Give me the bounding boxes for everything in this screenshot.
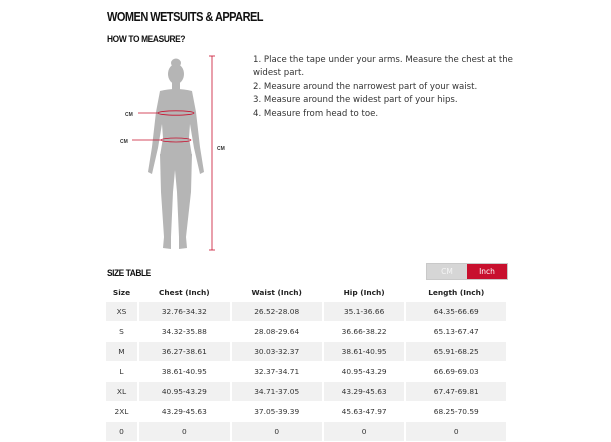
inch-toggle-button[interactable]: Inch — [467, 264, 507, 279]
instruction-chest: 1. Place the tape under your arms. Measure the chest at the widest part. — [253, 55, 513, 79]
cell-size: S — [106, 322, 138, 342]
size-table-heading: SIZE TABLE — [107, 268, 151, 279]
cell-size: L — [106, 362, 138, 382]
cell-hip: 45.63-47.97 — [323, 402, 406, 422]
table-row — [106, 362, 506, 382]
unit-toggle — [426, 263, 508, 280]
cell-size: XL — [106, 382, 138, 402]
measurement-figure — [120, 52, 230, 262]
cell-length: 66.69-69.03 — [405, 362, 506, 382]
table-row — [106, 302, 506, 322]
cell-waist: 37.05-39.39 — [231, 402, 323, 422]
table-row — [106, 342, 506, 362]
header-waist: Waist (Inch) — [231, 284, 323, 302]
cell-size: 0 — [106, 422, 138, 442]
cell-waist: 32.37-34.71 — [231, 362, 323, 382]
header-size: Size — [112, 288, 131, 297]
cell-waist: 26.52-28.08 — [231, 302, 323, 322]
size-table-header-row — [106, 284, 506, 302]
cell-chest: 40.95-43.29 — [138, 382, 231, 402]
chest-cm-label: CM — [125, 112, 133, 118]
table-row — [106, 322, 506, 342]
measure-instructions — [253, 54, 523, 121]
page-title: WOMEN WETSUITS & APPAREL — [107, 10, 263, 24]
table-row — [106, 382, 506, 402]
cell-length: 68.25-70.59 — [405, 402, 506, 422]
cell-waist: 28.08-29.64 — [231, 322, 323, 342]
cell-length: 64.35-66.69 — [405, 302, 506, 322]
cell-hip: 35.1-36.66 — [323, 302, 406, 322]
cell-chest: 0 — [138, 422, 231, 442]
cell-waist: 34.71-37.05 — [231, 382, 323, 402]
cell-size: XS — [106, 302, 138, 322]
cell-hip: 43.29-45.63 — [323, 382, 406, 402]
cell-size: 2XL — [106, 402, 138, 422]
instruction-hips: 3. Measure around the widest part of your hips. — [253, 95, 458, 106]
table-row — [106, 402, 506, 422]
cell-chest: 36.27-38.61 — [138, 342, 231, 362]
woman-silhouette — [148, 59, 204, 250]
cell-chest: 34.32-35.88 — [138, 322, 231, 342]
cell-length: 0 — [405, 422, 506, 442]
header-chest: Chest (Inch) — [138, 284, 231, 302]
header-length: Length (Inch) — [405, 284, 506, 302]
cell-hip: 38.61-40.95 — [323, 342, 406, 362]
height-cm-label: CM — [217, 146, 225, 152]
cell-chest: 43.29-45.63 — [138, 402, 231, 422]
cell-length: 65.91-68.25 — [405, 342, 506, 362]
cell-waist: 0 — [231, 422, 323, 442]
table-row — [106, 422, 506, 442]
cell-waist: 30.03-32.37 — [231, 342, 323, 362]
header-hip: Hip (Inch) — [323, 284, 406, 302]
cell-hip: 40.95-43.29 — [323, 362, 406, 382]
cm-toggle-button[interactable]: CM — [427, 264, 467, 279]
cell-length: 65.13-67.47 — [405, 322, 506, 342]
cell-chest: 38.61-40.95 — [138, 362, 231, 382]
how-to-measure-heading: HOW TO MEASURE? — [107, 34, 186, 45]
cell-hip: 36.66-38.22 — [323, 322, 406, 342]
instruction-length: 4. Measure from head to toe. — [253, 108, 379, 119]
waist-cm-label: CM — [120, 139, 128, 145]
cell-size: M — [106, 342, 138, 362]
cell-hip: 0 — [323, 422, 406, 442]
cell-length: 67.47-69.81 — [405, 382, 506, 402]
size-table — [106, 284, 506, 441]
instruction-waist: 2. Measure around the narrowest part of your waist. — [253, 81, 478, 92]
cell-chest: 32.76-34.32 — [138, 302, 231, 322]
